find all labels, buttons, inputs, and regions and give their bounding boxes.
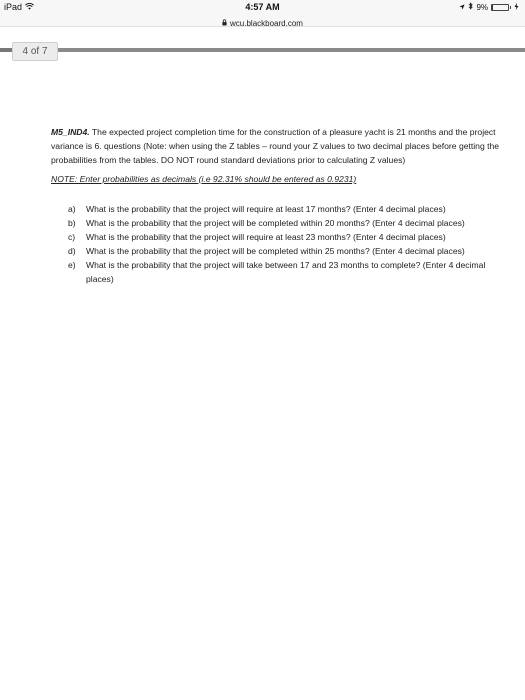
status-right <box>459 2 519 12</box>
location-arrow-icon <box>459 3 465 12</box>
question-text: What is the probability that the project will take between 17 and 23 months to complete? (Enter 4 decimal places) <box>86 260 486 284</box>
question-letter: c) <box>68 232 76 242</box>
list-item <box>51 202 511 216</box>
question-letter: e) <box>68 260 76 270</box>
page-progress-start <box>0 48 12 52</box>
status-center <box>0 1 525 31</box>
charging-icon <box>514 3 519 12</box>
question-text: What is the probability that the project will require at least 23 months? (Enter 4 decimal places) <box>86 232 446 242</box>
battery-percent: 9% <box>476 2 488 12</box>
page-counter[interactable]: 4 of 7 <box>12 42 58 61</box>
list-item <box>51 244 511 258</box>
question-text: What is the probability that the project will be completed within 20 months? (Enter 4 decimal places) <box>86 218 465 228</box>
problem-statement <box>51 125 511 167</box>
question-letter: d) <box>68 246 76 256</box>
battery-fill <box>492 5 493 10</box>
question-letter: b) <box>68 218 76 228</box>
question-letter: a) <box>68 204 76 214</box>
document-body <box>51 125 511 286</box>
url-text: wcu.blackboard.com <box>230 19 303 28</box>
status-time: 4:57 AM <box>245 2 280 12</box>
list-item <box>51 230 511 244</box>
address-bar[interactable] <box>222 18 303 29</box>
note-text: NOTE: Enter probabilities as decimals (i.e 92.31% should be entered as 0.9231) <box>51 174 357 184</box>
list-item <box>51 258 511 286</box>
problem-id: M5_IND4. <box>51 127 90 137</box>
status-bar <box>0 0 525 27</box>
question-list <box>51 202 511 286</box>
battery-tip <box>510 6 511 9</box>
list-item <box>51 216 511 230</box>
problem-text: The expected project completion time for the construction of a pleasure yacht is 21 months and the project variance is 6. questions (Note: when using the Z tables – round your Z values to two decimal places before getting the probabilities from the tables. DO NOT round standard deviations prior to calculating Z values) <box>51 127 500 165</box>
battery-icon <box>491 4 509 11</box>
page-progress-bar <box>0 45 525 54</box>
bluetooth-icon <box>468 2 473 12</box>
lock-icon <box>222 18 227 29</box>
page-progress-track <box>0 48 525 52</box>
question-text: What is the probability that the project will be completed within 25 months? (Enter 4 decimal places) <box>86 246 465 256</box>
device-name: iPad <box>4 2 23 12</box>
question-text: What is the probability that the project will require at least 17 months? (Enter 4 decimal places) <box>86 204 446 214</box>
